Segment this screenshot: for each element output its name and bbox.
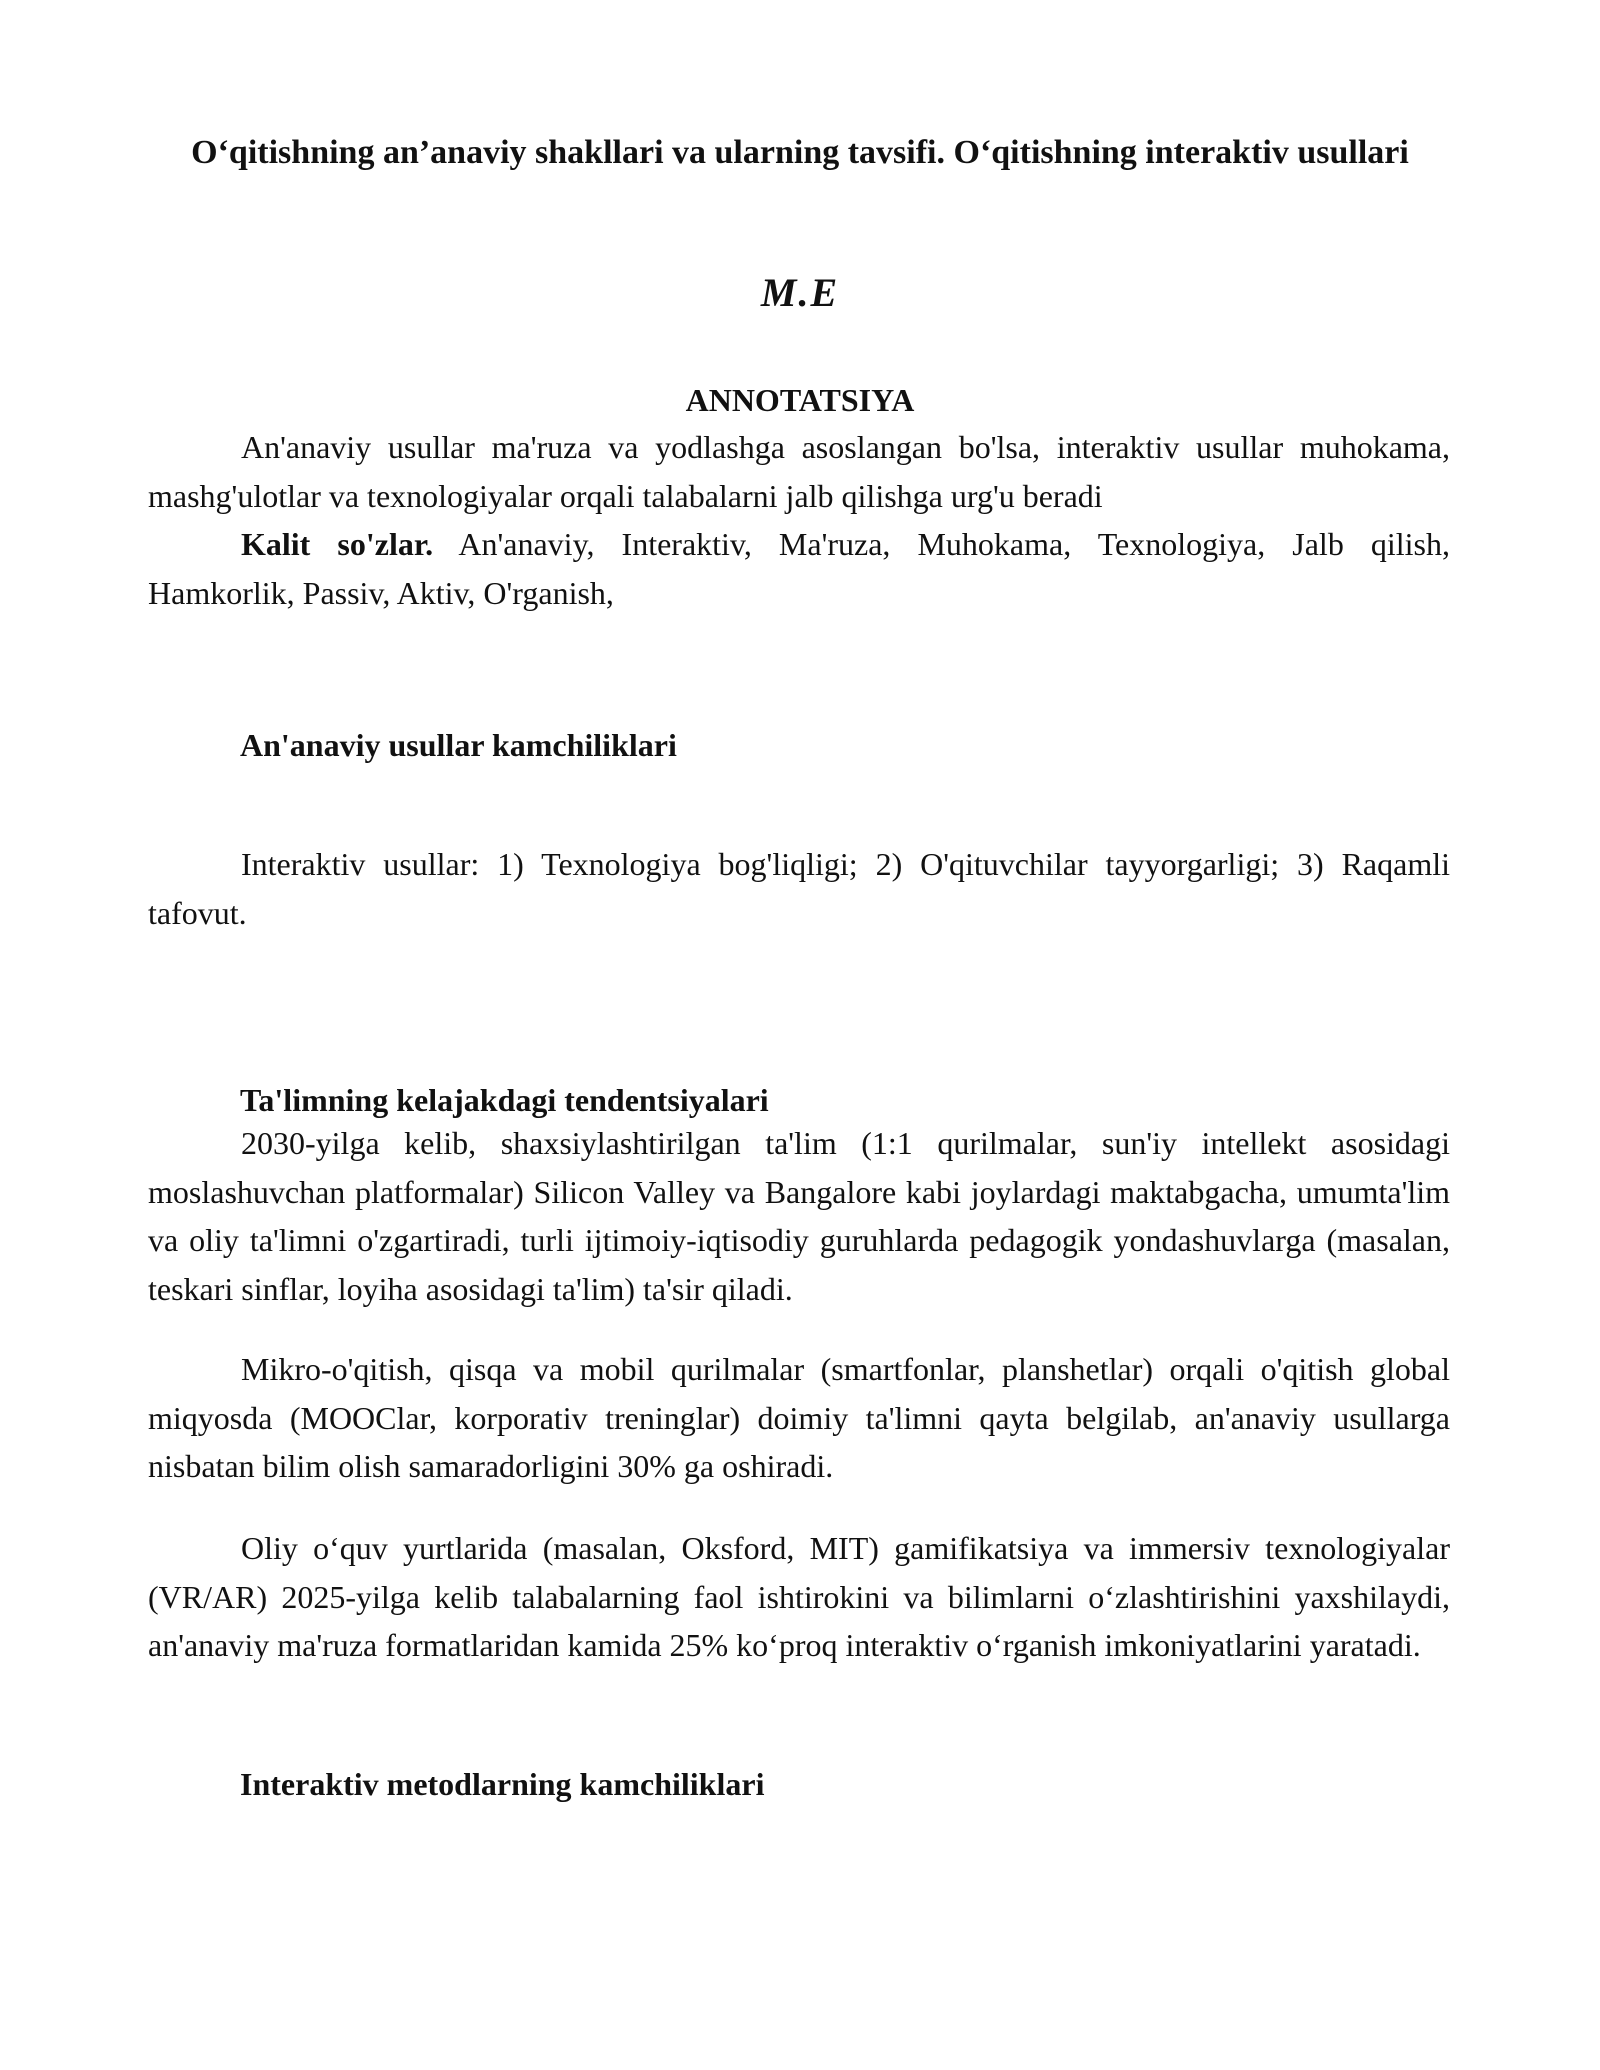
keywords-paragraph	[148, 520, 1450, 617]
annotation-text: An'anaviy usullar ma'ruza va yodlashga asoslangan bo'lsa, interaktiv usullar muhokama, mashg'ulotlar va texnologiyalar orqali talabalarni jalb qilishga urg'u beradi	[148, 429, 1450, 514]
interactive-drawbacks-heading: Interaktiv metodlarning kamchiliklari	[240, 1766, 765, 1802]
keywords-text: An'anaviy, Interaktiv, Ma'ruza, Muhokama, Texnologiya, Jalb qilish, Hamkorlik, Passiv, Aktiv, O'rganish,	[148, 526, 1450, 611]
future-trends-paragraph-1: 2030-yilga kelib, shaxsiylashtirilgan ta'lim (1:1 qurilmalar, sun'iy intellekt asosidagi moslashuvchan platformalar) Silicon Valley va Bangalore kabi joylardagi maktabgacha, umumta'lim va oliy ta'limni o'zgartiradi, turli ijtimoiy-iqtisodiy guruhlarda pedagogik yondashuvlarga (masalan, teskari sinflar, loyiha asosidagi ta'lim) ta'sir qiladi.	[148, 1125, 1450, 1307]
document-title: O‘qitishning an’anaviy shakllari va ularning tavsifi. O‘qitishning interaktiv usullari	[191, 134, 1409, 171]
author-initials: M.E	[760, 270, 840, 315]
annotation-heading: ANNOTATSIYA	[685, 382, 915, 418]
traditional-drawbacks-heading: An'anaviy usullar kamchiliklari	[240, 727, 677, 763]
future-trends-heading: Ta'limning kelajakdagi tendentsiyalari	[240, 1082, 769, 1118]
future-trends-paragraph-3: Oliy o‘quv yurtlarida (masalan, Oksford, MIT) gamifikatsiya va immersiv texnologiyalar (VR/AR) 2025-yilga kelib talabalarning faol ishtirokini va bilimlarni o‘zlashtirishini yaxshilaydi, an'anaviy ma'ruza formatlaridan kamida 25% ko‘proq interaktiv o‘rganish imkoniyatlarini yaratadi.	[148, 1530, 1450, 1663]
interactive-methods-paragraph: Interaktiv usullar: 1) Texnologiya bog'liqligi; 2) O'qituvchilar tayyorgarligi; 3) Raqamli tafovut.	[148, 846, 1450, 931]
keywords-label: Kalit so'zlar.	[241, 526, 434, 562]
future-trends-paragraph-2: Mikro-o'qitish, qisqa va mobil qurilmalar (smartfonlar, planshetlar) orqali o'qitish global miqyosda (MOOClar, korporativ treninglar) doimiy ta'limni qayta belgilab, an'anaviy usullarga nisbatan bilim olish samaradorligini 30% ga oshiradi.	[148, 1351, 1450, 1484]
